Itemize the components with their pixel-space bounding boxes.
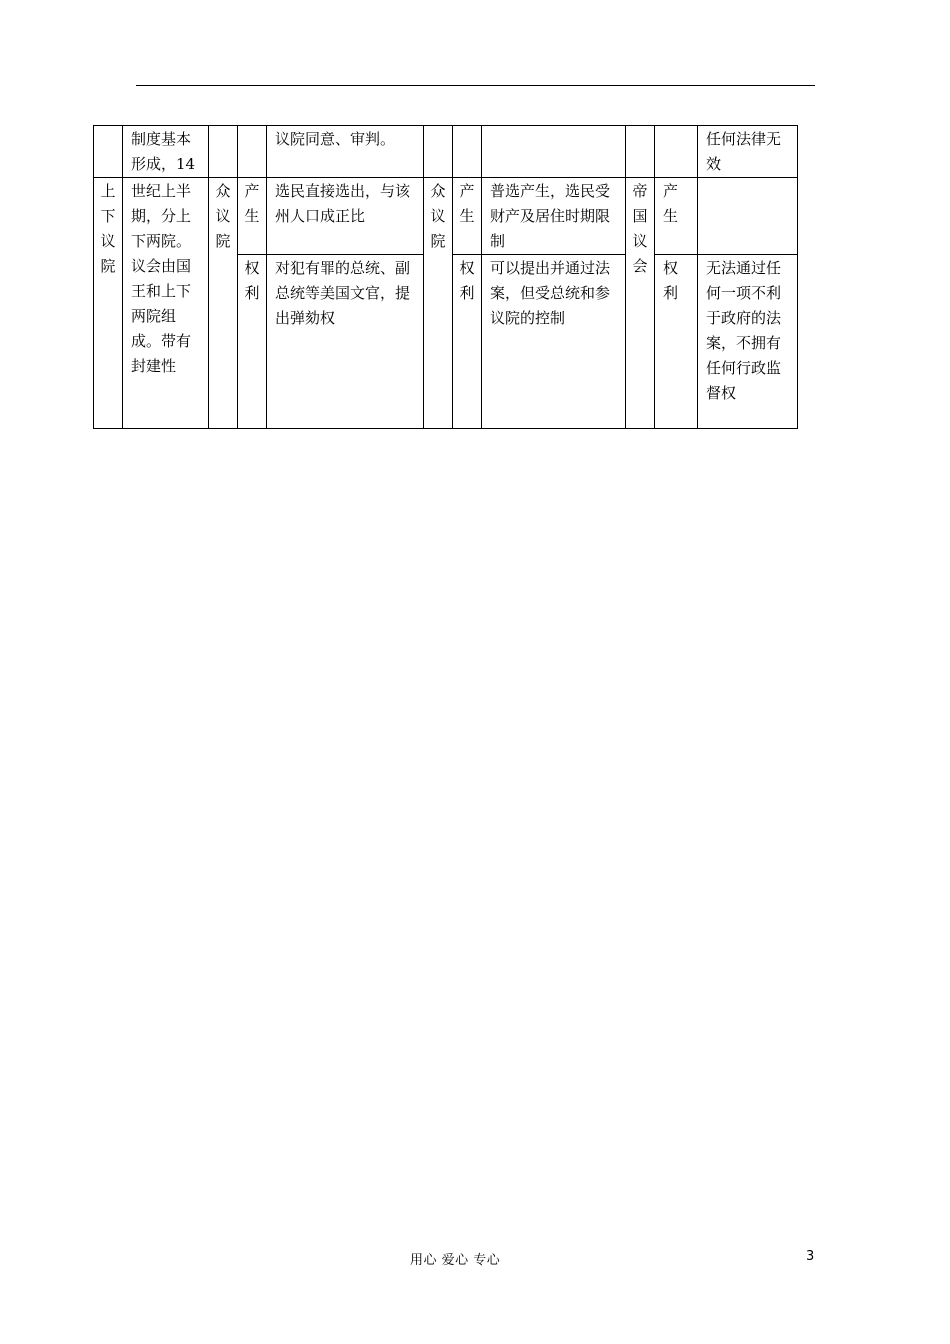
table-row (94, 126, 798, 178)
header-rule (136, 85, 815, 86)
table-cell: 制度基本形成，14 (123, 126, 209, 178)
table-cell (482, 126, 626, 178)
table-cell (209, 126, 238, 178)
page-footer-text: 用心 爱心 专心 (410, 1253, 501, 1268)
table-cell: 选民直接选出，与该州人口成正比 (267, 178, 424, 255)
aspect-label-cell: 产生 (238, 178, 267, 255)
table-cell (453, 126, 482, 178)
aspect-label-cell: 权利 (238, 255, 267, 429)
table-cell (94, 126, 123, 178)
table-cell (698, 178, 798, 255)
parliament-comparison-table (93, 125, 798, 429)
table-cell (626, 126, 655, 178)
aspect-label-cell: 权利 (655, 255, 698, 429)
house-label-cell: 众议院 (424, 178, 453, 429)
table-cell: 无法通过任何一项不利于政府的法案，不拥有任何行政监督权 (698, 255, 798, 429)
table-cell: 世纪上半期，分上下两院。议会由国王和上下两院组成。带有封建性 (123, 178, 209, 429)
table-cell (238, 126, 267, 178)
house-label-cell: 众议院 (209, 178, 238, 429)
table-cell (655, 126, 698, 178)
table-cell (424, 126, 453, 178)
row-header-upper-lower-houses: 上下议院 (94, 178, 123, 429)
table-cell: 任何法律无效 (698, 126, 798, 178)
house-label-cell: 帝国议会 (626, 178, 655, 429)
aspect-label-cell: 权利 (453, 255, 482, 429)
page-number: 3 (806, 1249, 815, 1264)
table-cell: 对犯有罪的总统、副总统等美国文官，提出弹劾权 (267, 255, 424, 429)
table-row (94, 178, 798, 255)
table-cell: 普选产生，选民受财产及居住时期限制 (482, 178, 626, 255)
table-cell: 议院同意、审判。 (267, 126, 424, 178)
aspect-label-cell: 产生 (453, 178, 482, 255)
aspect-label-cell: 产生 (655, 178, 698, 255)
table-cell: 可以提出并通过法案，但受总统和参议院的控制 (482, 255, 626, 429)
